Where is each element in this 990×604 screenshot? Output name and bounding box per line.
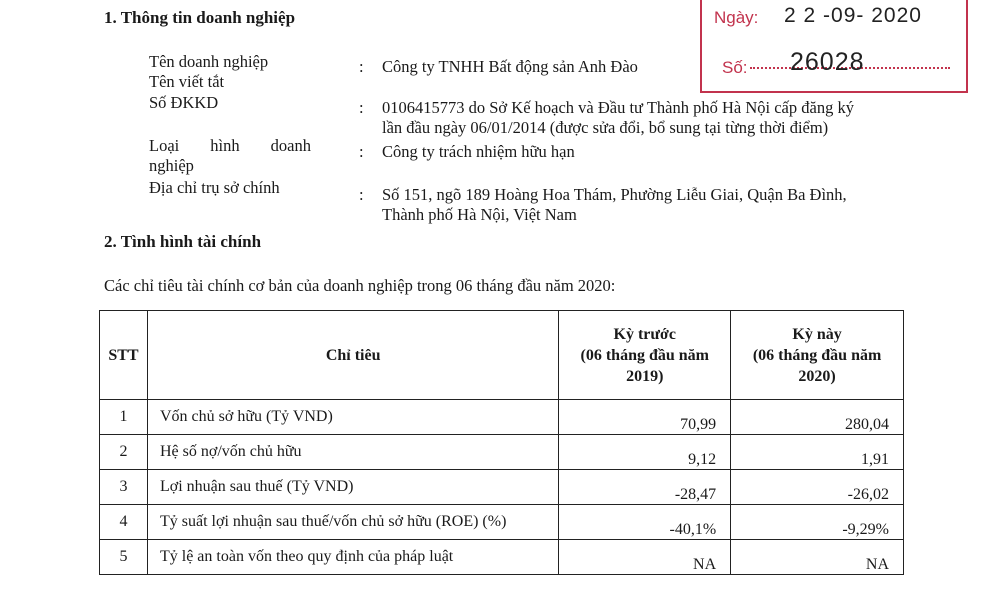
colon: : [359,142,364,161]
label-head-office: Địa chỉ trụ sở chính [149,178,280,197]
colon: : [359,98,364,117]
value-head-office: Số 151, ngõ 189 Hoàng Hoa Thám, Phường Liễu Giai, Quận Ba Đình, [382,185,847,204]
cell-indicator: Vốn chủ sở hữu (Tỷ VND) [147,400,558,435]
header-curr-line3: 2020) [798,367,836,385]
cell-prev: 70,99 [559,400,731,435]
value-head-office-line2: Thành phố Hà Nội, Việt Nam [382,205,577,224]
cell-stt: 1 [100,400,148,435]
cell-prev: -40,1% [559,505,731,540]
cell-stt: 2 [100,435,148,470]
header-curr-line1: Kỳ này [792,325,842,343]
header-curr [731,311,904,400]
cell-curr: -9,29% [731,505,904,540]
header-prev [559,311,731,400]
header-indicator: Chỉ tiêu [147,311,558,400]
cell-indicator: Tỷ lệ an toàn vốn theo quy định của pháp luật [147,540,558,575]
stamp-date-label: Ngày: [714,8,759,27]
cell-curr: -26,02 [731,470,904,505]
value-company-type: Công ty trách nhiệm hữu hạn [382,142,575,161]
header-curr-line2: (06 tháng đầu năm [752,346,882,364]
header-prev-line3: 2019) [626,367,664,385]
table-header-row [100,311,904,400]
cell-curr: 280,04 [731,400,904,435]
cell-stt: 4 [100,505,148,540]
cell-curr: NA [731,540,904,575]
header-prev-line1: Kỳ trước [613,325,676,343]
cell-prev: 9,12 [559,435,731,470]
cell-stt: 5 [100,540,148,575]
section2-heading: 2. Tình hình tài chính [104,232,262,251]
financial-table [99,310,904,575]
table-row [100,540,904,575]
colon: : [359,57,364,76]
stamp-number-value: 26028 [790,48,865,76]
section1-heading: 1. Thông tin doanh nghiệp [104,8,296,27]
table-row [100,400,904,435]
cell-prev: -28,47 [559,470,731,505]
cell-curr: 1,91 [731,435,904,470]
label-short-name: Tên viết tắt [149,72,225,91]
cell-indicator: Lợi nhuận sau thuế (Tỷ VND) [147,470,558,505]
label-company-name: Tên doanh nghiệp [149,52,269,71]
cell-indicator: Tỷ suất lợi nhuận sau thuế/vốn chủ sở hữu (ROE) (%) [147,505,558,540]
value-business-reg-line2: lần đầu ngày 06/01/2014 (được sửa đổi, bổ sung tại từng thời điểm) [382,118,829,137]
received-stamp [700,0,968,93]
value-company-name: Công ty TNHH Bất động sản Anh Đào [382,57,638,76]
value-business-reg: 0106415773 do Sở Kế hoạch và Đầu tư Thành phố Hà Nội cấp đăng ký [382,98,854,117]
cell-prev: NA [559,540,731,575]
label-business-reg: Số ĐKKD [149,93,219,112]
colon: : [359,185,364,204]
label-company-type-line2: nghiệp [149,156,194,175]
label-company-type: Loại hình doanh [149,136,311,155]
header-stt: STT [100,311,148,400]
section2-intro: Các chỉ tiêu tài chính cơ bản của doanh nghiệp trong 06 tháng đầu năm 2020: [104,276,616,295]
table-row [100,470,904,505]
table-row [100,435,904,470]
header-prev-line2: (06 tháng đầu năm [580,346,709,364]
cell-indicator: Hệ số nợ/vốn chủ hữu [147,435,558,470]
cell-stt: 3 [100,470,148,505]
stamp-date-value: 2 2 -09- 2020 [784,4,922,27]
table-row [100,505,904,540]
stamp-number-label: Số: [722,58,748,77]
